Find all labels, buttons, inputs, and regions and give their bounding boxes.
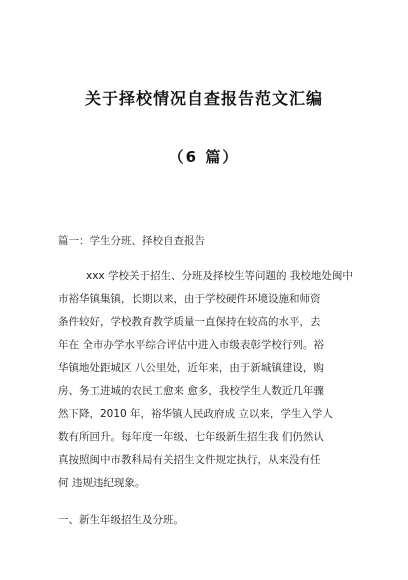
document-subtitle: （6 篇）: [168, 148, 240, 166]
paragraph-line: 房、务工进城的农民工愈来 愈多，我校学生人数近几年骤: [58, 385, 324, 397]
paragraph-line: 然下降，2010 年，裕华镇人民政府成 立以来，学生入学人: [58, 408, 333, 420]
paragraph-line: 真按照闽中市教科局有关招生文件规定执行，从来没有任: [58, 454, 321, 466]
paragraph-line: 华镇地处距城区 八公里处，近年来，由于新城镇建设，购: [58, 362, 324, 374]
sub-heading: 一、新生年级招生及分班。: [58, 514, 184, 526]
section-heading: 篇一：学生分班、择校自查报告: [58, 235, 205, 247]
paragraph-line: 年在 全市办学水平综合评估中进入市级表彰学校行列。裕: [58, 339, 324, 351]
paragraph-line: 何 违规违纪现象。: [58, 477, 146, 489]
document-title: 关于择校情况自查报告范文汇编: [84, 89, 323, 108]
paragraph-line: 条件较好，学校教育教学质量一直保持在较高的水平，去: [58, 316, 321, 328]
paragraph-line: 市裕华镇集镇，长期以来，由于学校硬件环境设施和师资: [58, 293, 321, 305]
paragraph-line: xxx 学校关于招生、分班及择校生等问题的 我校地处闽中: [86, 270, 353, 282]
paragraph-line: 数有所回升。每年度一年级、七年级新生招生我 们仍然认: [58, 431, 324, 443]
